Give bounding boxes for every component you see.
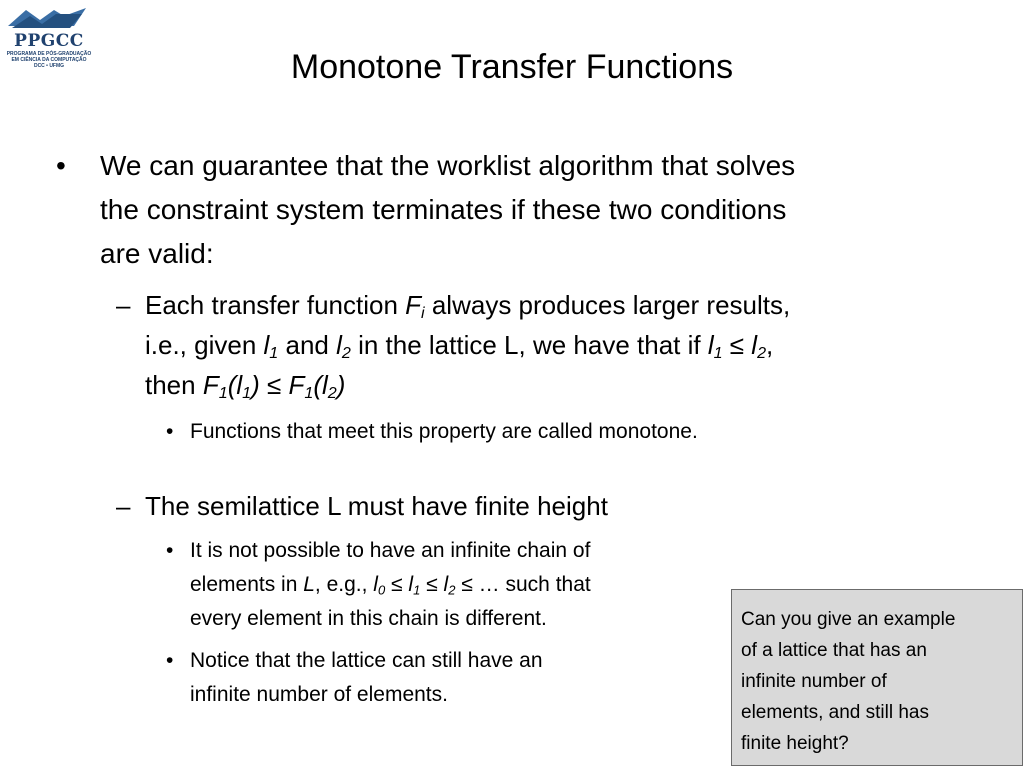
bullet-main-line-3: are valid: [100, 238, 214, 269]
bullet-main-line-1: We can guarantee that the worklist algorithm that solves [100, 150, 796, 181]
sub-bullet-line-3: then $F_1(l_1) \le F_1(l_2)$ [145, 370, 346, 403]
callout-line-1: Can you give an example [741, 609, 956, 630]
logo-subtitle-3: DCC • UFMG [33, 63, 65, 69]
chain-note-line-3: every element in this chain is different. [190, 607, 547, 630]
slide-title: Monotone Transfer Functions [290, 48, 734, 86]
sub-bullet-monotone [145, 285, 790, 405]
bullet-dot: • [56, 150, 66, 181]
sub-bullet-dash-2: – [116, 491, 131, 521]
chain-note [190, 534, 591, 636]
monotone-note: Functions that meet this property are called monotone. [190, 420, 698, 443]
sub-bullet-line-1: Each transfer function $F_i$ always produces larger results, [145, 290, 791, 323]
sub-bullet-line-2: i.e., given $l_1$ and $l_2$ in the lattice L, we have that if $l_1 \le l_2$, [145, 330, 774, 363]
bullet-main-line-2: the constraint system terminates if these two conditions [100, 194, 787, 225]
lattice-note-line-1: Notice that the lattice can still have an [190, 649, 543, 672]
lattice-note [190, 644, 543, 712]
sub-bullet-finite-height: The semilattice L must have finite height [145, 491, 608, 521]
logo-subtitle-1: PROGRAMA DE PÓS-GRADUAÇÃO [6, 51, 92, 57]
note-bullet-dot: • [166, 420, 174, 443]
callout-line-3: infinite number of [741, 671, 887, 692]
logo-subtitle-2: EM CIÊNCIA DA COMPUTAÇÃO [11, 57, 87, 63]
logo-name: PPGCC [14, 31, 84, 51]
chain-note-line-1: It is not possible to have an infinite chain of [190, 539, 591, 562]
question-callout [731, 589, 1023, 766]
chain-note-line-2: elements in L, e.g., $l_0 \le l_1 \le l_2$ ≤ … such that [190, 573, 591, 598]
lattice-note-line-2: infinite number of elements. [190, 683, 448, 706]
callout-line-2: of a lattice that has an [741, 640, 927, 661]
bullet-main [100, 144, 795, 276]
callout-line-4: elements, and still has [741, 702, 929, 723]
chain-bullet-dot: • [166, 539, 174, 562]
sub-bullet-dash: – [116, 290, 131, 320]
callout-line-5: finite height? [741, 733, 849, 754]
lattice-bullet-dot: • [166, 649, 174, 672]
